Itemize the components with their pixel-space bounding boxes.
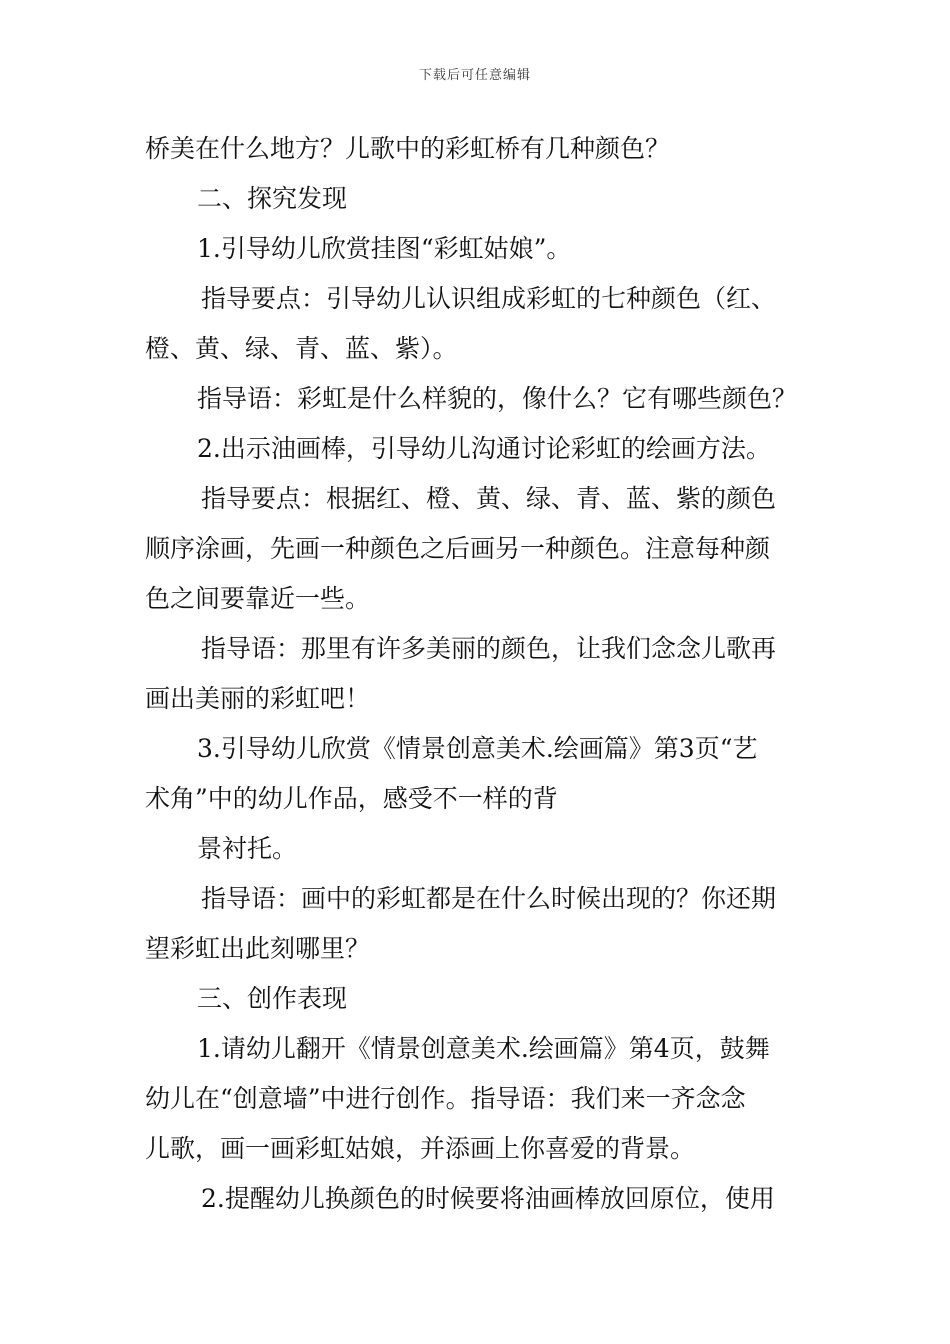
section-heading: 二、探究发现 [197, 184, 348, 213]
page-header: 下载后可任意编辑 [418, 68, 531, 83]
text-line: 3.引导幼儿欣赏《情景创意美术.绘画篇》第3页“艺 [197, 734, 758, 763]
section-heading: 三、创作表现 [197, 984, 348, 1013]
text-line: 儿歌，画一画彩虹姑娘，并添画上你喜爱的背景。 [145, 1134, 696, 1163]
text-line: 指导语：那里有许多美丽的颜色，让我们念念儿歌再 [201, 634, 777, 663]
text-line: 1.引导幼儿欣赏挂图“彩虹姑娘”。 [197, 234, 572, 263]
text-line: 顺序涂画，先画一种颜色之后画另一种颜色。注意每种颜 [145, 534, 771, 563]
text-line: 2.提醒幼儿换颜色的时候要将油画棒放回原位，使用 [201, 1184, 775, 1213]
text-line: 橙、黄、绿、青、蓝、紫）。 [145, 334, 458, 363]
text-line: 指导要点：根据红、橙、黄、绿、青、蓝、紫的颜色 [201, 484, 777, 513]
text-line: 指导要点：引导幼儿认识组成彩虹的七种颜色（红、 [201, 284, 777, 313]
text-line: 景衬托。 [197, 834, 298, 863]
text-line: 指导语：画中的彩虹都是在什么时候出现的？你还期 [201, 884, 777, 913]
text-line: 术角”中的幼儿作品，感受不一样的背 [145, 784, 558, 813]
text-line: 望彩虹出此刻哪里？ [145, 934, 371, 963]
text-line: 1.请幼儿翻开《情景创意美术.绘画篇》第4页，鼓舞 [197, 1034, 770, 1063]
text-line: 指导语：彩虹是什么样貌的，像什么？它有哪些颜色？ [197, 384, 798, 413]
text-line: 色之间要靠近一些。 [145, 584, 371, 613]
text-line: 画出美丽的彩虹吧！ [145, 684, 371, 713]
text-line: 2.出示油画棒，引导幼儿沟通讨论彩虹的绘画方法。 [197, 434, 771, 463]
text-line: 桥美在什么地方？儿歌中的彩虹桥有几种颜色？ [145, 134, 671, 163]
text-line: 幼儿在“创意墙”中进行创作。指导语：我们来一齐念念 [145, 1084, 746, 1113]
